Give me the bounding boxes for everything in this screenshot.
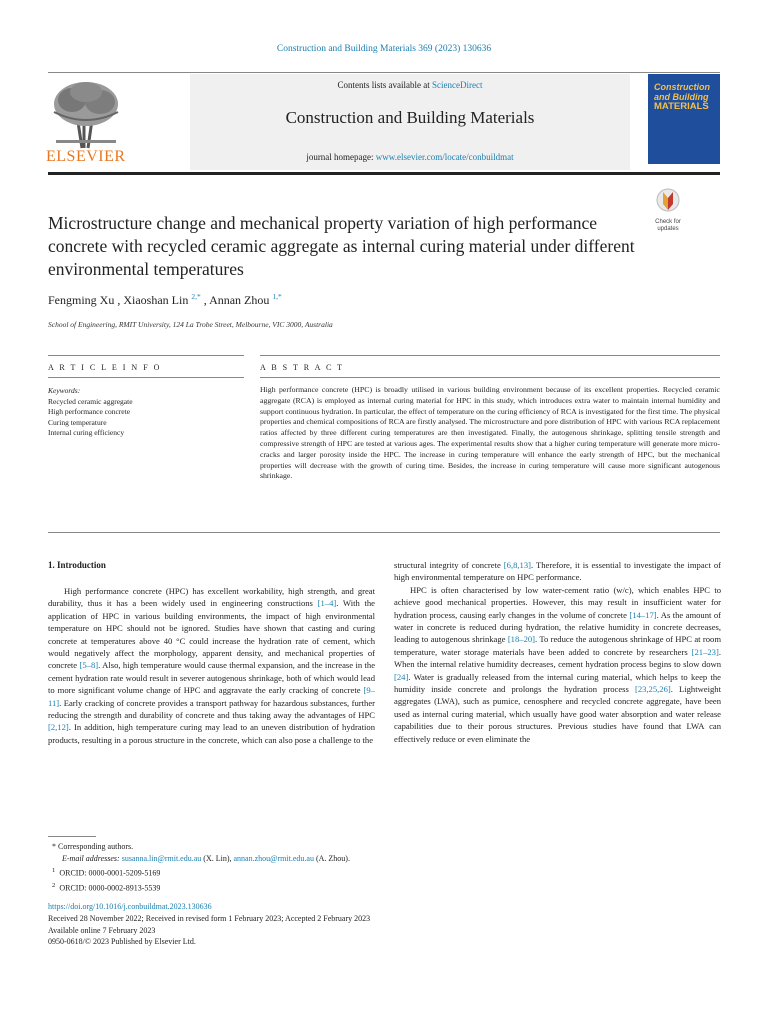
header-rule-top bbox=[48, 72, 720, 73]
keyword-item: Internal curing efficiency bbox=[48, 428, 125, 437]
keywords-label: Keywords: bbox=[48, 386, 81, 395]
paragraph: HPC is often characterised by low water-cement ratio (w/c), which enables HPC to achieve good mechanical properties. However, this may result in insufficient water for hydration process, causing early changes in the volume of concrete [14–17]. As the amount of water in concrete is reduced during hydration, the relative humidity in concrete decreases, leading to autogenous shrinkage [18–20]. To reduce the autogenous shrinkage of HPC at room temperature, water storage materials have been added to concrete by researchers [21–23]. When the internal relative humidity decreases, cement hydration process begins to slow down [24]. Water is gradually released from the internal curing material, which helps to keep the humidity inside concrete and prolongs the hydration process [23,25,26]. Lightweight aggregates (LWA), such as pumice, cenosphere and recycled concrete aggregate, have been used as internal curing material, which usually have good water absorption and water release capabilities due to their porous structures. Previous studies have found that LWA can effectively reduce or even eliminate the bbox=[394, 584, 721, 744]
citation-link[interactable]: [21–23] bbox=[691, 646, 719, 657]
contents-prefix: Contents lists available at bbox=[337, 80, 432, 90]
doi-link[interactable]: https://doi.org/10.1016/j.conbuildmat.2023.130636 bbox=[48, 902, 212, 911]
homepage-prefix: journal homepage: bbox=[306, 152, 376, 162]
author-affil-mark[interactable]: 2,* bbox=[191, 292, 201, 301]
author-separator: , bbox=[200, 293, 210, 307]
online-date: Available online 7 February 2023 bbox=[48, 925, 156, 935]
right-column bbox=[394, 559, 721, 745]
affiliation: School of Engineering, RMIT University, 124 La Trobe Street, Melbourne, VIC 3000, Australia bbox=[48, 320, 333, 329]
email-link[interactable]: annan.zhou@rmit.edu.au bbox=[233, 854, 314, 863]
paragraph: High performance concrete (HPC) has excellent workability, high strength, and great durability, thus it has a been widely used in engineering constructions [1–4]. With the application of HPC in various building environments, the impact of high environmental temperature on HPC should not be ignored. Studies have shown that casting and curing concrete at temperatures above 40 °C could increase the hydration rate of cement, which would negatively affect the morphology, apparent density, and mechanical properties of concrete [5–8]. Also, high temperature would cause thermal expansion, and the increase in the cement hydration rate would result in severer autogenous shrinkage, both of which would lead to more significant volume change of HPC and aggravate the early cracking of concrete [9–11]. Early cracking of concrete provides a transport pathway for hazardous substances, further reducing the strength and durability of concrete and thus taking away the advantages of HPC [2,12]. In addition, high temperature curing may lead to an uneven distribution of hydration products, resulting in a porous structure in the concrete, which can also pose a challenge to the bbox=[48, 586, 376, 745]
cover-line-3: MATERIALS bbox=[654, 101, 709, 112]
abstract-heading: A B S T R A C T bbox=[260, 363, 345, 372]
journal-name: Construction and Building Materials bbox=[285, 108, 535, 127]
homepage-link[interactable]: www.elsevier.com/locate/conbuildmat bbox=[375, 152, 514, 162]
section-heading-introduction: 1. Introduction bbox=[48, 560, 106, 570]
footnote-rule bbox=[48, 836, 96, 837]
citation-link[interactable]: [14–17] bbox=[629, 609, 657, 620]
cover-line-1: Construction bbox=[654, 82, 710, 92]
author-name: Fengming Xu bbox=[48, 293, 115, 307]
author-separator: , bbox=[114, 293, 124, 307]
footnote-corresponding: * Corresponding authors. bbox=[52, 842, 134, 851]
abstract-rule-top bbox=[260, 355, 720, 356]
citation-link[interactable]: [24] bbox=[394, 671, 409, 682]
check-for-updates-badge[interactable] bbox=[648, 188, 688, 233]
abstract-text: High performance concrete (HPC) is broadly utilised in various building environment because of its excellent properties. Recycled ceramic aggregate (RCA) is employed as internal curing material for HPC in this study, which introduces extra water to maintain internal humidity and support continuous hydration. In particular, the effect of temperature on the curing efficiency of RCA is investigated for the first time. The physical properties and chemical compositions of RCA are firstly analysed. The microstructure and pore distribution of HPC with various RCA replacement ratios affected by three different curing temperatures are then investigated. Finally, the autogenous shrinkage, splitting tensile strength and compressive strength of HPC are tested at various ages. The experimental results show that a higher curing temperature will generate more micro-cracks and larger porosity inside the HPC. The increase in curing temperature will enhance the early strength of HPC, but the mechanical properties will decrease with the growth of curing time. Besides, the increase in curing temperature will cause more significant autogenous shrinkage. bbox=[260, 385, 720, 481]
footnote-emails: E-mail addresses: susanna.lin@rmit.edu.au (X. Lin), annan.zhou@rmit.edu.au (A. Zhou). bbox=[62, 854, 350, 863]
footnote-orcid-1: $^1$ ORCID: 0000-0001-5209-5169 bbox=[52, 867, 161, 878]
contents-line bbox=[190, 80, 630, 90]
citation-link[interactable]: [6,8,13] bbox=[503, 560, 532, 570]
elsevier-tree-logo bbox=[48, 78, 124, 150]
citation-link[interactable]: [2,12] bbox=[48, 722, 69, 733]
info-rule-mid bbox=[48, 377, 244, 378]
abstract-rule-bottom bbox=[48, 532, 720, 533]
header-rule-bottom bbox=[48, 172, 720, 175]
homepage-line bbox=[190, 152, 630, 162]
article-title: Microstructure change and mechanical property variation of high performance concrete with recycled ceramic aggregate as internal curing material under different environmental temperatures bbox=[48, 213, 635, 279]
check-updates-icon bbox=[656, 188, 680, 214]
copyright: 0950-0618/© 2023 Published by Elsevier Ltd. bbox=[48, 937, 196, 947]
footnote-orcid-2: $^2$ ORCID: 0000-0002-8913-5539 bbox=[52, 881, 161, 893]
citation-link[interactable]: [5–8] bbox=[79, 660, 99, 671]
journal-citation[interactable]: Construction and Building Materials 369 (2023) 130636 bbox=[276, 44, 492, 54]
history-dates: Received 28 November 2022; Received in revised form 1 February 2023; Accepted 2 February 2023 bbox=[48, 913, 371, 923]
abstract-rule-mid bbox=[260, 377, 720, 378]
citation-link[interactable]: [9–11] bbox=[48, 685, 375, 708]
email-link[interactable]: susanna.lin@rmit.edu.au bbox=[121, 854, 202, 863]
author-list bbox=[48, 292, 282, 308]
article-info-heading: A R T I C L E I N F O bbox=[48, 363, 162, 372]
cover-line-2: and Building bbox=[654, 92, 709, 102]
sciencedirect-link[interactable]: ScienceDirect bbox=[432, 80, 483, 90]
keyword-item: Recycled ceramic aggregate bbox=[48, 396, 133, 406]
keyword-item: Curing temperature bbox=[48, 417, 107, 427]
keyword-item: High performance concrete bbox=[48, 407, 131, 416]
left-column bbox=[48, 585, 375, 746]
check-updates-label: Check for updates bbox=[655, 219, 681, 232]
publisher-name: ELSEVIER bbox=[46, 148, 126, 165]
author-name: Xiaoshan Lin bbox=[123, 293, 189, 307]
citation-link[interactable]: [23,25,26] bbox=[634, 684, 671, 695]
journal-cover bbox=[648, 74, 720, 164]
author-affil-mark[interactable]: 1,* bbox=[272, 292, 282, 301]
article-footer bbox=[48, 901, 370, 948]
citation-link[interactable]: [18–20] bbox=[507, 634, 536, 645]
citation-link[interactable]: [1–4] bbox=[317, 598, 337, 609]
footnotes bbox=[52, 841, 712, 894]
info-rule-top bbox=[48, 355, 244, 356]
paragraph: structural integrity of concrete [6,8,13]. Therefore, it is essential to investigate the impact of high environmental temperature on HPC performance. bbox=[394, 560, 721, 583]
keywords-block bbox=[48, 386, 248, 439]
author-name: Annan Zhou bbox=[209, 293, 270, 307]
